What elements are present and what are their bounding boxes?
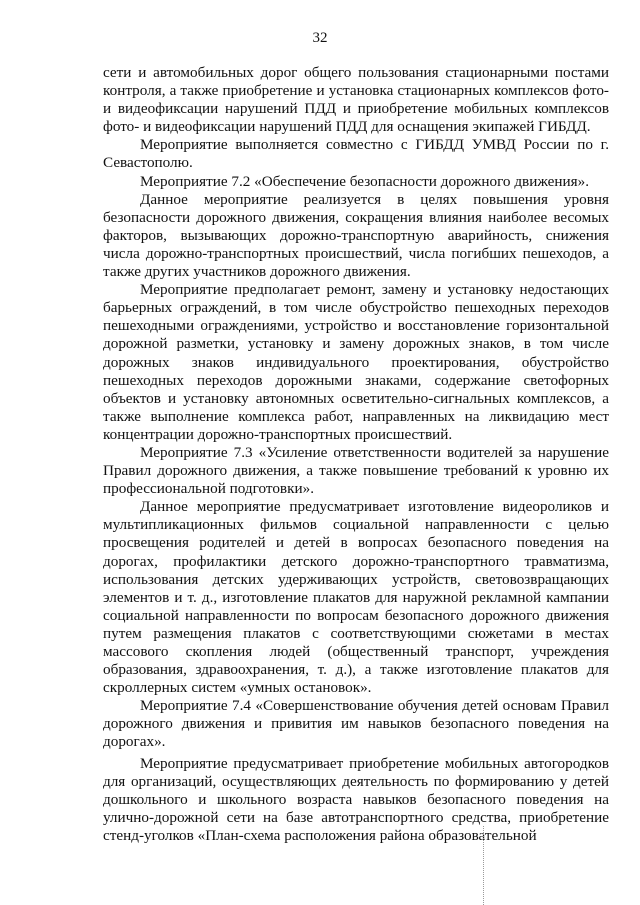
paragraph-5: Мероприятие предполагает ремонт, замену и установку недостающих барьерных ограждений, в том числе обустройство пешеходных переходов пешеходными ограждениями, устройство и восстановление горизонтальной дорожной разметки, установку и замену дорожных знаков, в том числе дорожных знаков индивидуального проектирования, обустройство пешеходных переходов дорожными знаками, содержание светофорных объектов и установку автономных осветительно-сигнальных комплексов, а также выполнение комплекса работ, направленных на ликвидацию мест концентрации дорожно-транспортных происшествий. (103, 281, 609, 443)
paragraph-3: Мероприятие 7.2 «Обеспечение безопасности дорожного движения». (140, 172, 590, 190)
paragraph-1: сети и автомобильных дорог общего пользования стационарными постами контроля, а также приобретение и установка стационарных комплексов фото- и видеофиксации нарушений ПДД и приобретение мобильных комплексов фото- и видеофиксации нарушений ПДД для оснащения экипажей ГИБДД. (103, 64, 609, 136)
paragraph-6: Мероприятие 7.3 «Усиление ответственности водителей за нарушение Правил дорожного движения, а также повышение требований к уровню их профессиональной подготовки». (103, 443, 609, 498)
document-body (103, 64, 609, 845)
paragraph-4: Данное мероприятие реализуется в целях повышения уровня безопасности дорожного движения, сокращения влияния наиболее весомых факторов, вызывающих дорожно-транспортную аварийность, снижения числа дорожно-транспортных происшествий, числа погибших пешеходов, а также других участников дорожного движения. (103, 190, 609, 281)
paragraph-7: Данное мероприятие предусматривает изготовление видеороликов и мультипликационных фильмов социальной направленности с целью просвещения родителей и детей в вопросах безопасного поведения на дорогах, профилактики детского дорожно-транспортного травматизма, использования детских удерживающих устройств, световозвращающих элементов и т. д., изготовление плакатов для наружной рекламной кампании социальной направленности по вопросам безопасного дорожного движения путем размещения плакатов с соответствующими сюжетами в местах массового скопления людей (общественный транспорт, учреждения образования, здравоохранения, т. д.), а также изготовление плакатов для скроллерных систем «умных остановок». (103, 498, 609, 697)
paragraph-9: Мероприятие предусматривает приобретение мобильных автогородков для организаций, осуществляющих деятельность по формированию у детей дошкольного и школьного возраста навыков безопасного поведения на улично-дорожной сети на базе автотранспортного средства, приобретение стенд-уголков «План-схема расположения района образовательной (103, 754, 609, 844)
paragraph-2: Мероприятие выполняется совместно с ГИБДД УМВД России по г. Севастополю. (103, 136, 609, 172)
page-number: 32 (312, 30, 328, 46)
paragraph-8: Мероприятие 7.4 «Совершенствование обучения детей основам Правил дорожного движения и привития им навыков безопасного поведения на дорогах». (103, 697, 609, 751)
scan-artifact-dots (483, 826, 488, 905)
